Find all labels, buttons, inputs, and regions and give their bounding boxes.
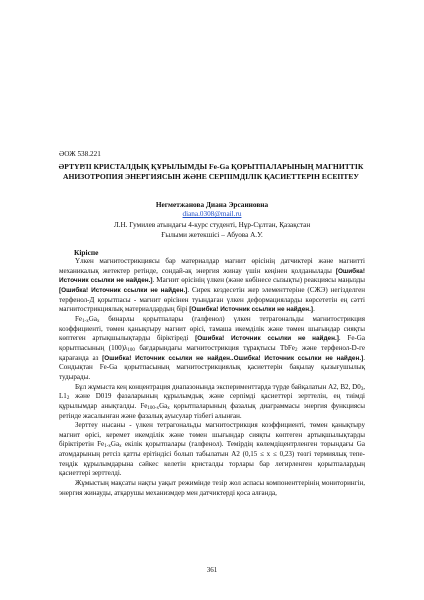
paragraph-4: Зерттеу нысаны - үлкен тетрагональды магнитострикция коэффициенті, төмен қанықтыру магнит өрісі, керемет икемділік және төмен шығындар сияқты көптеген артықшылықтарды біріктіретін $Fe_{1-x}Ga_x$ екілік қорытпалары (галфенол). Темірдің көлемдіцентрленген торындағы Ga атомдарының ретсіз қатты ерітіндісі болып табылатын A2 (0,15 ≤ x ≤ 0,23) төзгі термиялық тепе-теңдік құрылымдарына сәйкес келетін кристалды торлары бар легирленген қорытпалардың қасиеттері зерттелді. bbox=[59, 421, 365, 478]
reference-error: [Ошибка! Источник ссылки не найден..Ошибка! Источник ссылки не найден.] bbox=[102, 354, 364, 362]
affiliation: Л.Н. Гумилев атындағы 4-курс студенті, Нұр-Сұлтан, Қазақстан bbox=[113, 221, 311, 229]
paper-title: ӘРТҮРЛІ КРИСТАЛДЫҚ ҚҰРЫЛЫМДЫ Fe-Ga ҚОРЫТПАЛАРЫНЫҢ МАГНИТТІК АНИЗОТРОПИЯ ЭНЕРГИЯСЫН ЖӘНЕ СЕРПІМДІЛІК ҚАСИЕТТЕРІН ЕСЕПТЕУ bbox=[58, 162, 364, 182]
author-name: Негметжанова Диана Эрсаиновна bbox=[155, 200, 269, 209]
udc-code: ӘОЖ 538.221 bbox=[59, 150, 101, 158]
page-number: 361 bbox=[206, 566, 218, 574]
paragraph-2: $Fe_{1-x}Ga_x$ бинарлы қорытпалары (галфенол) үлкен тетрагональды магнитострикция коэффициенті, төмен қанықтыру магнит өрісі, тамаша икемділік және төмен шығындар сияқты көптеген артықшылықтарды біріктіреді [Ошибка! Источник ссылки не найден.]. Fe-Ga қорытпасының $(100)\lambda_{100}$ бағдарындағы магнитострикция тұрақтысы TbFe$_2$ және терфенол-D-ге қарағанда аз [Ошибка! Источник ссылки не найден..Ошибка! Источник ссылки не найден.]. Сондықтан Fe-Ga қорытпасының магнитострикциялық қасиеттерін бақылау қызығушылық тудырады. bbox=[59, 314, 366, 381]
paragraph-3: Бұл жұмыста кең концентрация диапазонында эксперименттарда түрде байқалатын A2, B2, $D0_3$, $L1_2$ және D019 фазаларының құрылымдық және серпімді қасиеттері зерттелін, ең тиімді құрылымдар анықталды. $Fe_{100-x}Ga_x$ қорытпаларының фазалық диаграммасы энергия функциясы ретінде жасалынған және фазалық ауысулар тізбегі алынған. bbox=[59, 382, 365, 420]
supervisor: Ғылыми жетекшісі – Абуова А.У. bbox=[161, 231, 263, 239]
email-link[interactable]: diana.0308@mail.ru bbox=[182, 210, 242, 218]
body-text bbox=[59, 257, 365, 498]
reference-error: [Ошибка! Источник ссылки не найден.] bbox=[189, 306, 314, 314]
reference-error: [Ошибка! Источник ссылки не найден.] bbox=[195, 335, 339, 343]
paragraph-5: Жұмыстың мақсаты нақты уақыт режимінде тезір жол аспасы компоненттерінің мониторингін, энергия жинауды, атқарушы механизмдер мен датчиктерді қоса алғанда, bbox=[59, 479, 365, 497]
section-heading: Кіріспе bbox=[74, 248, 99, 257]
paragraph-1: Үлкен магнитострикциясы бар материалдар магнит өрісінің датчиктері және магнитті механикалық жетектер ретінде, сондай-ақ энергия жинау үшін кеңінен қолданылады [Ошибка! Источник ссылки не найден.]. Магнит өрісінің үлкен (және көбінесе сызықты) реакциясы маңызды [Ошибка! Источник ссылки не найден.]. Сирек кездесетін жер элементтеріне (СЖЭ) негізделген терфенол-Д қорытпасы - магнит өрісінен туындаған үлкен деформацияларды көрсететін ең сәтті магнитострикциялық материалдардың бірі [Ошибка! Источник ссылки не найден.]. bbox=[59, 257, 365, 314]
reference-error: [Ошибка! Источник ссылки не найден.] bbox=[59, 267, 365, 285]
reference-error: [Ошибка! Источник ссылки не найден.] bbox=[59, 286, 188, 294]
author-email[interactable] bbox=[0, 210, 424, 218]
